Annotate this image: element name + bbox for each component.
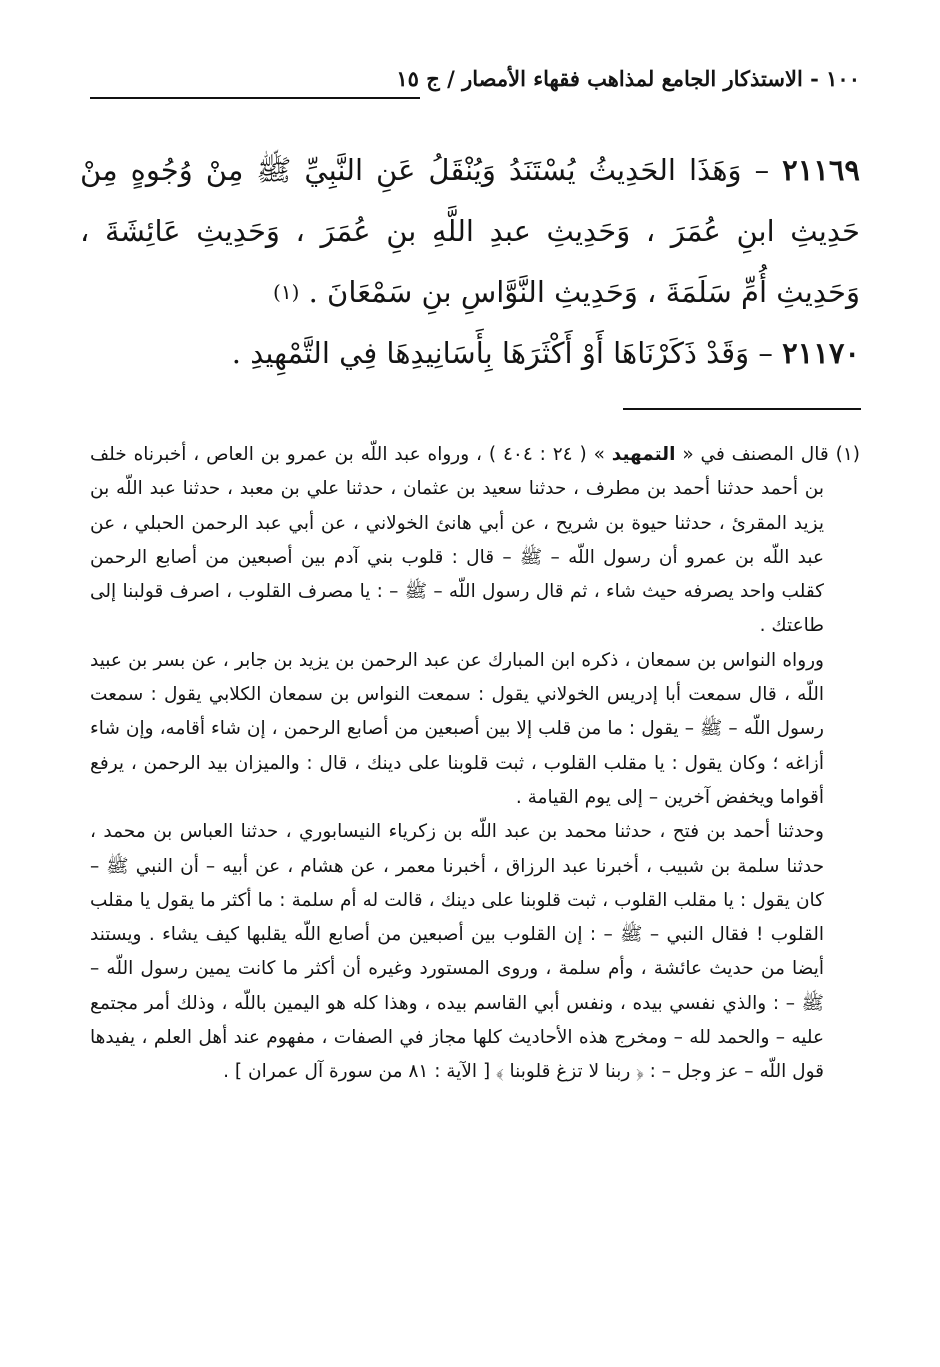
running-head: ١٠٠ - الاستذكار الجامع لمذاهب فقهاء الأمصار / ج ١٥: [396, 66, 860, 91]
footnote-separator: [623, 408, 861, 410]
paragraph-text: – وَهَذَا الحَدِيثُ يُسْتَنَدُ وَيُنْقَلُ عَنِ النَّبِيِّ ﷺ مِنْ وُجُوهٍ مِنْ حَدِيثِ ابنِ عُمَرَ ، وَحَدِيثِ عبدِ اللَّهِ بنِ عُمَرَ ، وَحَدِيثِ عَائِشَةَ ، وَحَدِيثِ أُمِّ سَلَمَةَ ، وَحَدِيثِ النَّوَّاسِ بنِ سَمْعَانَ .: [80, 153, 860, 309]
header-rule: [90, 97, 420, 99]
footnote-1: [90, 438, 860, 644]
footnotes: [90, 438, 860, 1090]
paragraph-text: – وَقَدْ ذَكَرْنَاهَا أَوْ أَكْثَرَهَا بِأَسَانِيدِهَا فِي التَّمْهِيدِ .: [231, 336, 773, 370]
main-text: [80, 140, 860, 384]
paragraph-number: ٢١١٦٩: [782, 153, 861, 187]
page-header: [90, 66, 860, 106]
footnote-text: » ( ٢٤ : ٤٠٤ ) ، ورواه عبد اللّه بن عمرو بن العاص ، أخبرناه خلف بن أحمد حدثنا أحمد بن مطرف ، حدثنا سعيد بن عثمان ، حدثنا علي بن معبد ، حدثنا عبد اللّه بن يزيد المقرئ ، حدثنا حيوة بن شريح ، عن أبي هانئ الخولاني ، عن أبي عبد الرحمن الحبلي ، عن عبد اللّه بن عمرو أن رسول اللّه – ﷺ – قال : قلوب بني آدم بين أصبعين من أصابع الرحمن كقلب واحد يصرفه حيث شاء ، ثم قال رسول اللّه – ﷺ – : يا مصرف القلوب ، اصرف قولبنا إلى طاعتك .: [90, 444, 824, 637]
footnote-marker: (١): [835, 444, 860, 465]
paragraph-21170: [80, 323, 860, 384]
footnote-paragraph: وحدثنا أحمد بن فتح ، حدثنا محمد بن عبد اللّه بن زكرياء النيسابوري ، حدثنا العباس بن محمد ، حدثنا سلمة بن شبيب ، أخبرنا عبد الرزاق ، أخبرنا معمر ، عن هشام ، عن أبيه – أن النبي ﷺ – كان يقول : يا مقلب القلوب ، ثبت قلوبنا على دينك ، قالت له أم سلمة : ما أكثر ما يقول يا مقلب القلوب ! فقال النبي – ﷺ – : إن القلوب بين أصبعين من أصابع اللّه يقلبها كيف يشاء . ويستند أيضا من حديث عائشة ، وأم سلمة ، وروى المستورد وغيره أن أكثر ما كانت يمين رسول اللّه – ﷺ – : والذي نفسي بيده ، ونفس أبي القاسم بيده ، وهذا كله هو اليمين باللّه ، وذلك أمر مجتمع عليه – والحمد لله – ومخرج هذه الأحاديث كلها مجاز في الصفات ، مفهوم عند أهل العلم ، يفيدها قول اللّه – عز وجل – : ﴿ ربنا لا تزغ قلوبنا ﴾ [ الآية : ٨١ من سورة آل عمران ] .: [90, 821, 824, 1083]
paragraph-number: ٢١١٧٠: [782, 336, 860, 370]
footnote-reference: (١): [273, 280, 300, 304]
paragraph-21169: [80, 140, 860, 323]
footnote-paragraph: ورواه النواس بن سمعان ، ذكره ابن المبارك عن عبد الرحمن بن يزيد بن جابر ، عن بسر بن عبيد اللّه ، قال سمعت أبا إدريس الخولاني يقول : سمعت النواس بن سمعان الكلابي يقول : سمعت رسول اللّه – ﷺ – يقول : ما من قلب إلا بين أصبعين من أصابع الرحمن ، إن شاء أقامه، وإن شاء أزاغه ؛ وكان يقول : يا مقلب القلوب ، ثبت قلوبنا على دينك ، قال : والميزان بيد الرحمن ، يرفع أقواما ويخفض آخرين – إلى يوم القيامة .: [90, 649, 824, 808]
book-title: التمهيد: [611, 444, 676, 465]
footnote-text: قال المصنف في «: [682, 444, 829, 465]
